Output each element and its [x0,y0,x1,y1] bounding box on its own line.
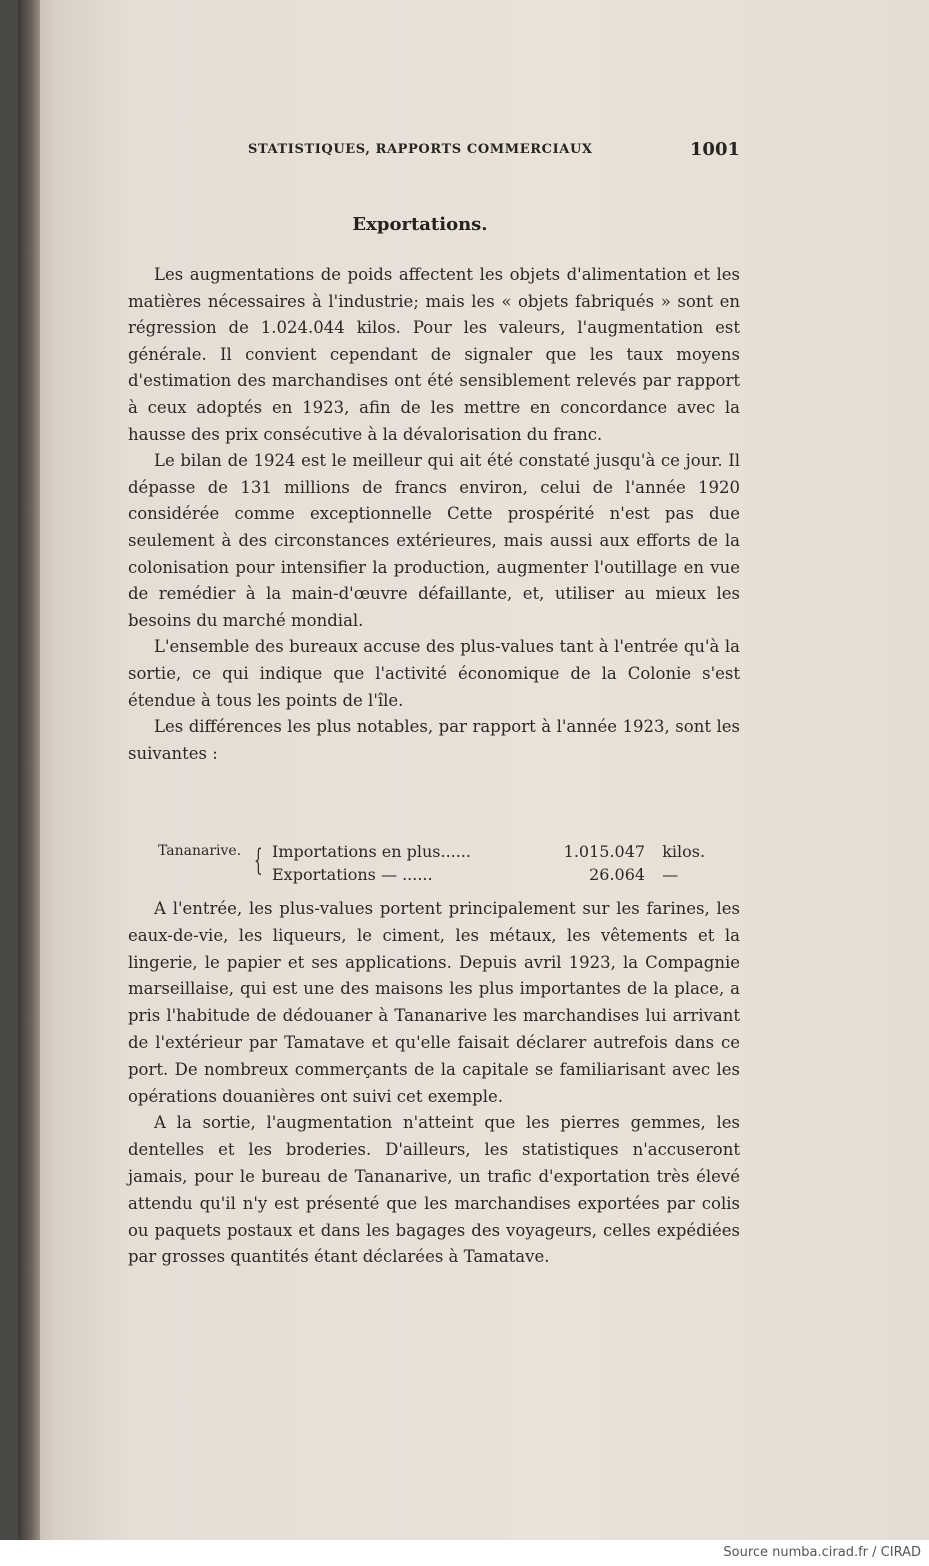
paragraph: A la sortie, l'augmentation n'atteint que les pierres gemmes, les dentelles et les broderies. D'ailleurs, les statistiques n'accuseront jamais, pour le bureau de Tananarive, un trafic d'exportation très élevé attendu qu'il n'y est présenté que les marchandises exportées par colis ou paquets postaux et dans les bagages des voyageurs, celles expédiées par grosses quantités étant déclarées à Tamatave. [128,1113,740,1267]
brace: { [254,843,263,878]
paragraph: L'ensemble des bureaux accuse des plus-values tant à l'entrée qu'à la sortie, ce qui indique que l'activité économique de la Colonie s'est étendue à tous les points de l'île. [128,637,740,710]
source-footer [0,1540,929,1566]
section-heading [0,214,840,235]
table-row [272,863,678,886]
paragraph: Les différences les plus notables, par rapport à l'année 1923, sont les suivantes : [128,717,740,763]
table-place: Tananarive. [158,843,242,859]
source-credit: Source numba.cirad.fr / CIRAD [723,1545,921,1560]
paragraph: Les augmentations de poids affectent les objets d'alimentation et les matières nécessaires à l'industrie; mais les « objets fabriqués » sont en régression de 1.024.044 kilos. Pour les valeurs, l'augmentation est générale. Il convient cependant de signaler que les taux moyens d'estimation des marchandises ont été sensiblement relevés par rapport à ceux adoptés en 1923, afin de les mettre en concordance avec la hausse des prix consécutive à la dévalorisation du franc. [128,265,740,444]
row-label: Importations en plus...... [272,842,472,861]
body-text-before [128,262,740,767]
page-number: 1001 [689,139,740,160]
paragraph: Le bilan de 1924 est le meilleur qui ait été constaté jusqu'à ce jour. Il dépasse de 131 millions de francs environ, celui de l'année 1920 considérée comme exceptionnelle Cette prospérité n'est pas due seulement à des circonstances extérieures, mais aussi aux efforts de la colonisation pour intensifier la production, augmenter l'outillage en vue de remédier à la main-d'œuvre défaillante, et, utiliser au mieux les besoins du marché mondial. [128,451,740,630]
row-unit: kilos. [662,842,706,861]
row-unit: — [662,865,679,884]
table-row [272,840,705,863]
section-heading-text: Exportations. [352,214,488,235]
row-value: 1.015.047 [563,842,646,861]
running-head-title: STATISTIQUES, RAPPORTS COMMERCIAUX [248,142,593,157]
row-label: Exportations — ...... [272,865,433,884]
body-text-after [128,896,740,1271]
paragraph: A l'entrée, les plus-values portent principalement sur les farines, les eaux-de-vie, les liqueurs, le ciment, les métaux, les vêtements et la lingerie, le papier et ses applications. Depuis avril 1923, la Compagnie marseillaise, qui est une des maisons les plus importantes de la place, a pris l'habitude de dédouaner à Tananarive les marchandises lui arrivant de l'extérieur par Tamatave et qu'elle faisait déclarer autrefois dans ce port. De nombreux commerçants de la capitale se familiarisant avec les opérations douanières ont suivi cet exemple. [128,899,740,1106]
row-value: 26.064 [589,865,646,884]
